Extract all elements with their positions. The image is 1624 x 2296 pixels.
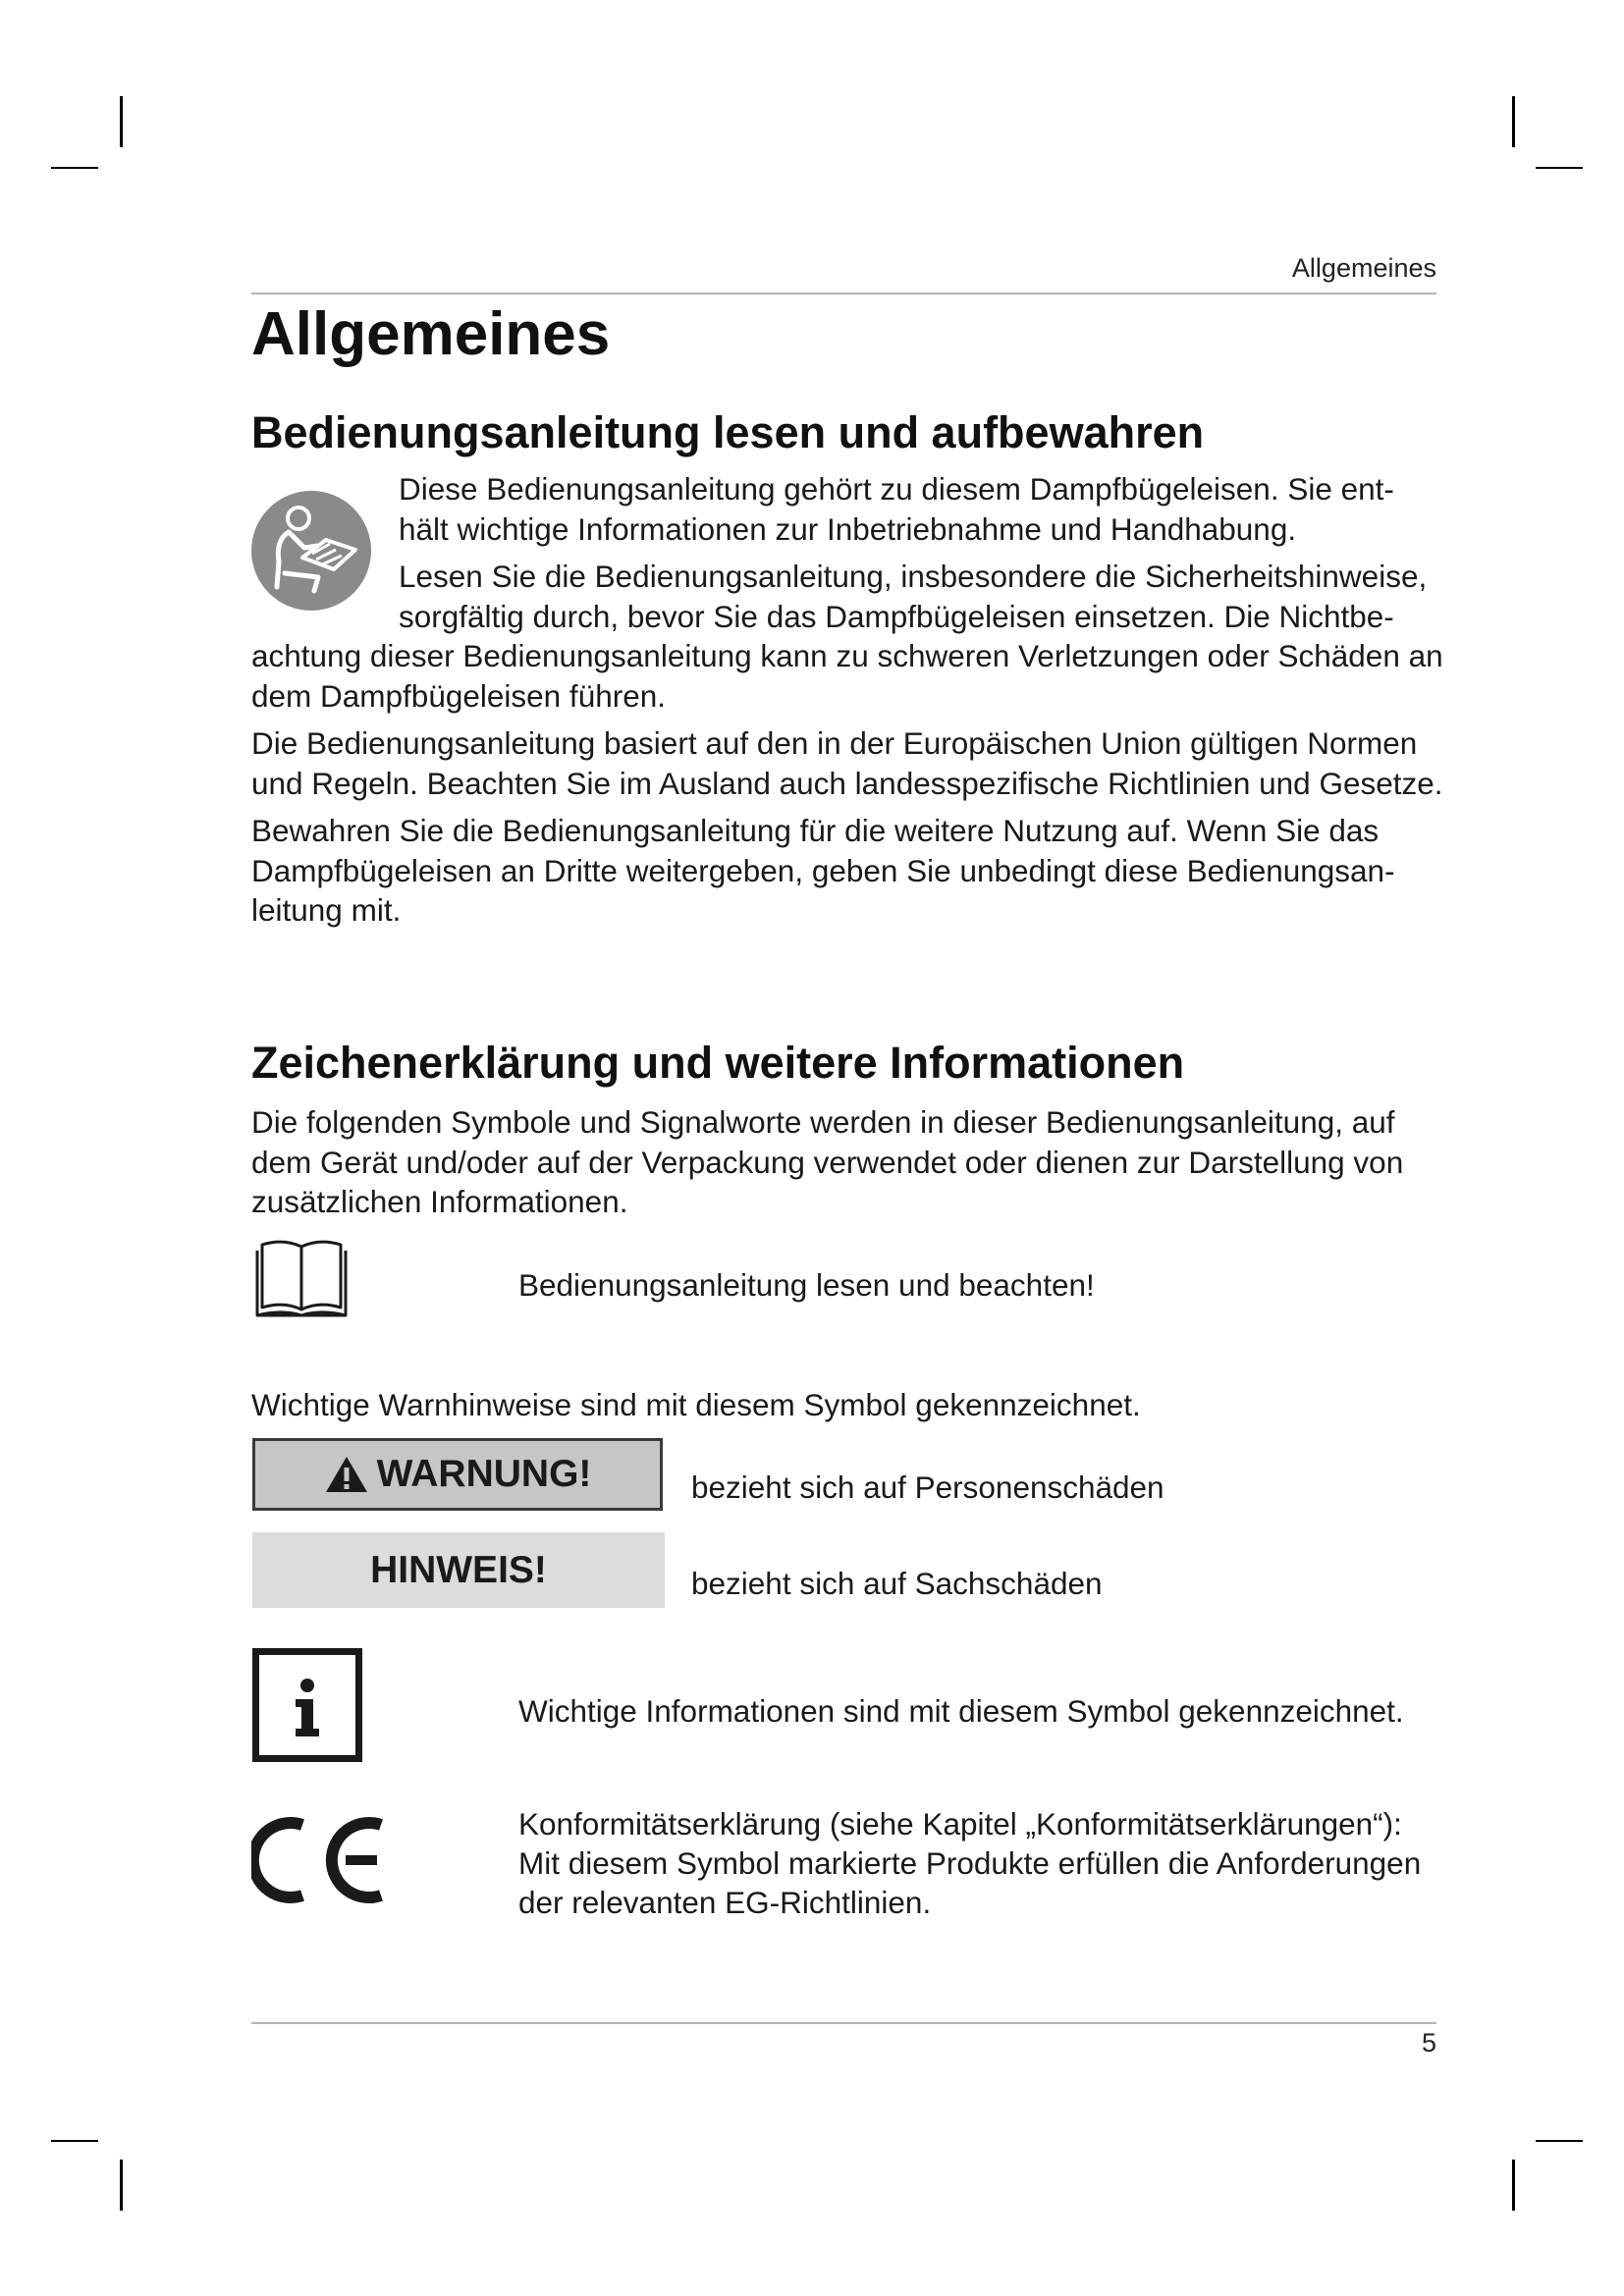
- crop-mark: [1536, 167, 1583, 169]
- paragraph-line: Diese Bedienungsanleitung gehört zu diesem Dampfbügeleisen. Sie ent-: [399, 471, 1394, 507]
- crop-mark: [51, 2140, 98, 2142]
- warning-triangle-icon: [324, 1455, 369, 1494]
- read-manual-text: [251, 469, 1444, 931]
- paragraph: Bewahren Sie die Bedienungsanleitung für die weitere Nutzung auf. Wenn Sie das Dampfbügeleisen an Dritte weitergeben, geben Sie unbedingt diese Bedienungsan-leitung mit.: [251, 813, 1395, 928]
- hint-signal-box: [252, 1532, 665, 1608]
- symbols-intro: Die folgenden Symbole und Signalworte werden in dieser Bedienungsanleitung, auf dem Gerät und/oder auf der Verpackung verwendet oder dienen zur Darstellung von zusätzlichen Informationen.: [251, 1104, 1404, 1219]
- header-divider: [251, 293, 1436, 294]
- hint-text: bezieht sich auf Sachschäden: [691, 1566, 1103, 1601]
- crop-mark: [120, 2160, 123, 2211]
- section-heading-read-manual: Bedienungsanleitung lesen und aufbewahren: [251, 407, 1205, 457]
- ce-mark-icon: [251, 1811, 389, 1909]
- warning-intro-text: Wichtige Warnhinweise sind mit diesem Symbol gekennzeichnet.: [251, 1387, 1141, 1422]
- ce-text-line: Konformitätserklärung (siehe Kapitel „Konformitätserklärungen“):: [518, 1806, 1402, 1842]
- crop-mark: [120, 96, 123, 147]
- info-symbol-text: Wichtige Informationen sind mit diesem Symbol gekennzeichnet.: [518, 1693, 1404, 1729]
- running-header: Allgemeines: [1291, 253, 1436, 283]
- open-book-icon: [253, 1239, 350, 1319]
- footer-divider: [251, 2022, 1436, 2024]
- paragraph-line: sorgfältig durch, bevor Sie das Dampfbügeleisen einsetzen. Die Nichtbe-: [399, 598, 1394, 634]
- paragraph-line: hält wichtige Informationen zur Inbetriebnahme und Handhabung.: [399, 510, 1297, 547]
- warning-text: bezieht sich auf Personenschäden: [691, 1469, 1164, 1505]
- warning-label: WARNUNG!: [376, 1453, 592, 1495]
- paragraph: Die Bedienungsanleitung basiert auf den in der Europäischen Union gültigen Normen und Regeln. Beachten Sie im Ausland auch landesspezifische Richtlinien und Gesetze.: [251, 725, 1443, 801]
- crop-mark: [1536, 2140, 1583, 2142]
- ce-text-line: Mit diesem Symbol markierte Produkte erfüllen die Anforderungen: [518, 1845, 1422, 1881]
- paragraph: achtung dieser Bedienungsanleitung kann zu schweren Verletzungen oder Schäden an dem Dampfbügeleisen führen.: [251, 638, 1443, 714]
- ce-text-line: der relevanten EG-Richtlinien.: [518, 1885, 932, 1920]
- page-number: 5: [1421, 2028, 1436, 2057]
- crop-mark: [1512, 2160, 1515, 2211]
- section-heading-symbols: Zeichenerklärung und weitere Informationen: [251, 1038, 1185, 1088]
- paragraph-line: Lesen Sie die Bedienungsanleitung, insbesondere die Sicherheitshinweise,: [399, 559, 1428, 594]
- info-icon: [252, 1648, 362, 1762]
- page-title: Allgemeines: [251, 300, 611, 368]
- warning-signal-box: [252, 1438, 663, 1511]
- crop-mark: [51, 167, 98, 169]
- crop-mark: [1512, 96, 1515, 147]
- hint-label: HINWEIS!: [370, 1548, 547, 1591]
- book-symbol-text: Bedienungsanleitung lesen und beachten!: [518, 1267, 1095, 1303]
